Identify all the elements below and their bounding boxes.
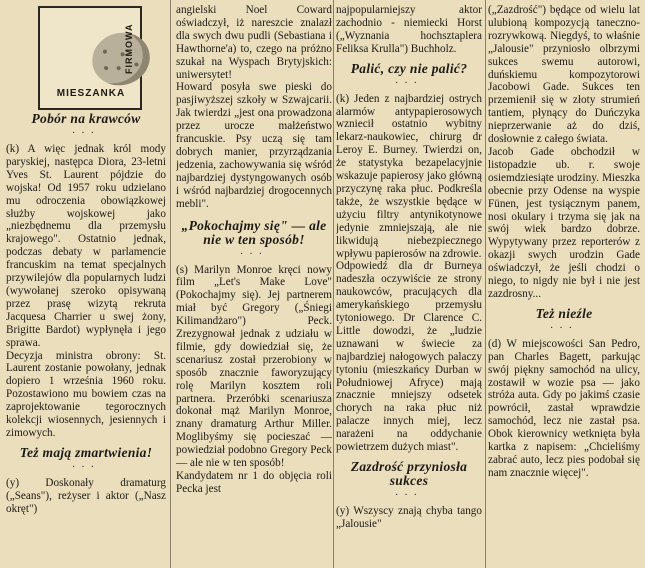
logo-title: MIESZANKA — [56, 88, 126, 99]
column-3 — [336, 0, 482, 568]
article-body: Howard posyła swe pieski do pasjiwyższej szkoły w Szwajcarii. Jak twierdzi „jest ona prowadzona przez urocze małżeństwo francuskie. Psy uczą się tam dobrych manier, przyrządzania jedzenia, zachowywania się wśród najbardziej dystyngowanych osób i wśród najbardziej drogocennych mebli". — [176, 81, 332, 210]
article-body: Jacob Gade obchodził w listopadzie ub. r. swoje osiemdziesiąte urodziny. Mieszka obecnie przy Odense na wyspie Fünen, jest tysiącznym panem, nosi okulary i trzyma się jak na swój wiek bardzo dobrze. Wypytywany przez reporterów z okazji swych urodzin Gade oświadczył, że jeśli chodzi o niego, to nigdy nie był i nie jest zazdrosny... — [488, 145, 640, 300]
logo-side-text: FIRMOWA — [124, 23, 134, 74]
article-heading: Też mają zmartwienia! — [19, 444, 153, 460]
column-divider — [333, 0, 334, 568]
column-4 — [488, 0, 640, 568]
heading-ornament: ··· — [240, 248, 268, 260]
article-body: angielski Noel Coward oświadczył, iż nareszcie znalazł dla swych dwu pudli (Sebastiana i Hawthorne'a) to, czego na próżno szukał na Wyspach Brytyjskich: uniwersytet! — [176, 4, 332, 81]
article-body: (k) A więc jednak król mody paryskiej, następca Diora, 23-letni Yves St. Laurent pójdzie do wojska! Od 1957 roku udzielano mu odroczenia obowiązkowej służby wojskowej jako „niezbędnemu dla przemysłu krajowego". Ostatnio jednak, podczas debaty w parlamencie francuskim na temat specjalnych przywilejów dla popularnych ludzi (wywołanej szeroko opisywaną przez prasę wizytą rekruta Jacquesa Charrier u swej żony, Brigitte Bardot) wypłynęła i jego sprawa. — [6, 143, 166, 349]
article-heading: Zazdrość przyniosła sukces — [350, 459, 468, 488]
article-body: Decyzja ministra obrony: St. Laurent zostanie powołany, jednak dopiero 1 września 1960 roku. Pozostawiono mu bowiem czas na zaprojektowanie tegorocznych kolekcji wiosennych, jesiennych i zimowych. — [6, 349, 166, 439]
column-2 — [176, 0, 332, 568]
column-divider — [485, 0, 486, 568]
column-1 — [6, 0, 166, 568]
heading-ornament: ··· — [72, 128, 100, 139]
heading-ornament: ··· — [72, 461, 100, 473]
article-heading: Też nieźle — [535, 305, 593, 321]
article-body: (s) Marilyn Monroe kręci nowy film „Let's Make Love" (Pokochajmy się). Jej partnerem miał być Gregory („Śniegi Kilimandżaro") Peck. Zrezygnował jednak z udziału w filmie, gdy dowiedział się, że scenariusz został przerobiony w sposób znacznie faworyzujący rolę Marilyn kosztem roli partnera. Przeróbki scenariusza dokonał mąż Marilyn Monroe, znany dramaturg Arthur Miller. Moglibyśmy się pocieszać — powiedział podobno Gregory Peck — ale nie w ten sposób! — [176, 263, 332, 470]
article-heading: „Pokochajmy się" — ale nie w ten sposób! — [181, 217, 327, 247]
article-body: Kandydatem nr 1 do objęcia roli Pecka jest — [176, 470, 332, 495]
heading-ornament: ··· — [395, 490, 423, 501]
article-body: (y) Doskonały dramaturg („Seans"), reżyser i aktor („Nasz okręt") — [6, 476, 166, 515]
heading-ornament: ··· — [395, 77, 423, 89]
article-body: Odpowiedź dla dr Burneya nadeszła oczywiście ze strony naukowców, pracujących dla amerykańskiego przemysłu tytoniowego. Dr Clarence C. Little dowodzi, że „ludzie uznawani w świecie za najbardziej nałogowych palaczy tytoniu (mieszkańcy Durban w Południowej Afryce) mają znacznie mniejszy odsetek chorych na raka płuc niż palacze innych miej, lecz narażeni na oddychanie powietrzem dużych miast". — [336, 260, 482, 454]
article-body: (y) Wszyscy znają chyba tango „Jalousie" — [336, 505, 482, 530]
article-heading: Pobór na krawców — [31, 111, 141, 126]
column-divider — [170, 0, 171, 568]
section-logo — [6, 0, 166, 110]
article-heading: Palić, czy nie palić? — [350, 60, 468, 76]
heading-ornament: ··· — [550, 322, 578, 334]
lemon-icon — [85, 25, 156, 92]
article-body: (k) Jeden z najbardziej ostrych alarmów antypapierosowych wzniecił ostatnio wybitny lekarz-naukowiec, chirurg dr Leroy E. Burney. Twierdzi on, że statystyka bezapelacyjnie wskazuje papierosy jako główną przyczynę raka płuc. Podkreśla także, że wszystkie będące w użyciu filtry antynikotynowe jedynie zmniejszają, ale nie likwidują niebezpiecznego wpływu papierosów na zdrowie. — [336, 92, 482, 260]
article-body: najpopularniejszy aktor zachodnio - niemiecki Horst („Wyznania hochsztaplera Feliksa Krulla") Buchholz. — [336, 4, 482, 55]
article-body: (d) W miejscowości San Pedro, pan Charles Bagett, parkując swój piękny samochód na ulicy, zostawił w wozie psa — jako stróża auta. Gdy po jakimś czasie powrócił, zastał wprawdzie samochód, lecz nie zastał psa. Obok kierownicy wetknięta była kartka z napisem: „Chcieliśmy zabrać auto, lecz pies podobał się nam znacznie więcej". — [488, 337, 640, 479]
article-body: („Zazdrość") będące od wielu lat ulubioną kompozycją taneczno-rozrywkową. Niegdyś, to właśnie „Jalousie" przyniosło olbrzymi sukces swemu autorowi, duńskiemu kompozytorowi Jacobowi Gade. Sukces ten przemienił się w złoty strumień tantiem, płynący do Duńczyka nieprzerwanie aż do dziś, dosłownie z całego świata. — [488, 4, 640, 146]
